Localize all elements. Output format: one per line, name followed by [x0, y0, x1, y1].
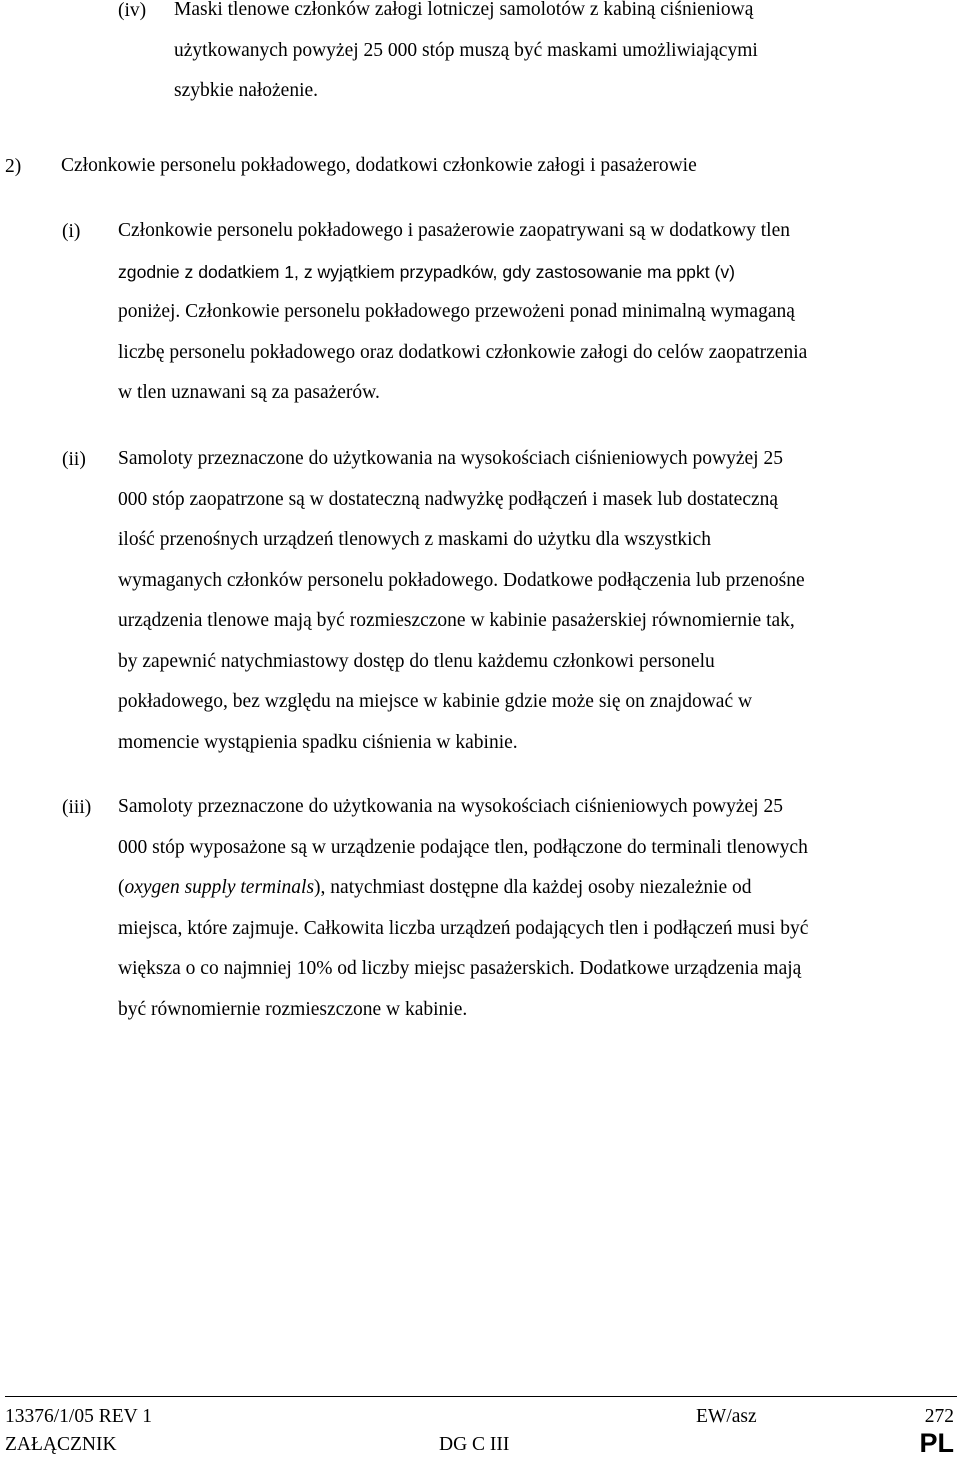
text-line: poniżej. Członkowie personelu pokładowego przewożeni ponad minimalną wymaganą: [118, 301, 795, 322]
italic-term: oxygen supply terminals: [124, 877, 315, 898]
page-number: 272: [924, 1406, 954, 1427]
item-label: 2): [5, 156, 22, 177]
item-text: [118, 439, 805, 763]
text-line: Członkowie personelu pokładowego, dodatkowi członkowie załogi i pasażerowie: [61, 155, 697, 176]
item-text: [118, 211, 807, 414]
text-line: 000 stóp wyposażone są w urządzenie podające tlen, podłączone do terminali tlenowych: [118, 836, 808, 858]
paren-open: (: [118, 877, 125, 898]
text-line: użytkowanych powyżej 25 000 stóp muszą być maskami umożliwiającymi: [174, 39, 758, 61]
item-label: (iii): [62, 797, 92, 818]
item-label: (ii): [62, 449, 86, 470]
line-rest: ), natychmiast dostępne dla każdej osoby niezależnie od: [314, 877, 752, 898]
text-line: miejsca, które zajmuje. Całkowita liczba urządzeń podających tlen i podłączeń musi być: [118, 917, 809, 939]
item-text: [61, 146, 697, 187]
item-text: [118, 787, 808, 1030]
author-initials: EW/asz: [696, 1406, 757, 1427]
dg-label: DG C III: [439, 1434, 510, 1455]
item-label: (i): [62, 221, 81, 242]
doc-reference: 13376/1/05 REV 1: [5, 1406, 152, 1427]
text-line: momencie wystąpienia spadku ciśnienia w kabinie.: [118, 731, 518, 753]
item-label: (iv): [118, 0, 147, 21]
item-text: [174, 0, 758, 112]
text-line: pokładowego, bez względu na miejsce w kabinie gdzie może się on znajdować w: [118, 691, 753, 712]
text-line: Członkowie personelu pokładowego i pasażerowie zaopatrywani są w dodatkowy tlen: [118, 220, 791, 241]
text-line: Samoloty przeznaczone do użytkowania na wysokościach ciśnieniowych powyżej 25: [118, 448, 783, 469]
text-line: Maski tlenowe członków załogi lotniczej samolotów z kabiną ciśnieniową: [174, 0, 754, 20]
text-line: ilość przenośnych urządzeń tlenowych z maskami do użytku dla wszystkich: [118, 529, 711, 550]
text-line: być równomiernie rozmieszczone w kabinie.: [118, 998, 468, 1020]
text-line: by zapewnić natychmiastowy dostęp do tlenu każdemu członkowi personelu: [118, 650, 715, 672]
annex-label: ZAŁĄCZNIK: [5, 1434, 117, 1455]
text-line: większa o co najmniej 10% od liczby miejsc pasażerskich. Dodatkowe urządzenia mają: [118, 958, 802, 979]
text-line: w tlen uznawani są za pasażerów.: [118, 382, 380, 403]
text-line: urządzenia tlenowe mają być rozmieszczone w kabinie pasażerskiej równomiernie tak,: [118, 610, 795, 631]
text-line: zgodnie z dodatkiem 1, z wyjątkiem przypadków, gdy zastosowanie ma ppkt (v): [118, 261, 736, 282]
text-line: 000 stóp zaopatrzone są w dostateczną nadwyżkę podłączeń i masek lub dostateczną: [118, 488, 779, 510]
text-line: wymaganych członków personelu pokładowego. Dodatkowe podłączenia lub przenośne: [118, 569, 805, 591]
language-code: PL: [919, 1428, 954, 1458]
text-line: liczbę personelu pokładowego oraz dodatkowi członkowie załogi do celów zaopatrzenia: [118, 341, 808, 363]
text-line: szybkie nałożenie.: [174, 80, 319, 101]
text-line: Samoloty przeznaczone do użytkowania na wysokościach ciśnieniowych powyżej 25: [118, 796, 783, 817]
text-line: [118, 868, 808, 909]
footer-rule: [5, 1396, 957, 1397]
